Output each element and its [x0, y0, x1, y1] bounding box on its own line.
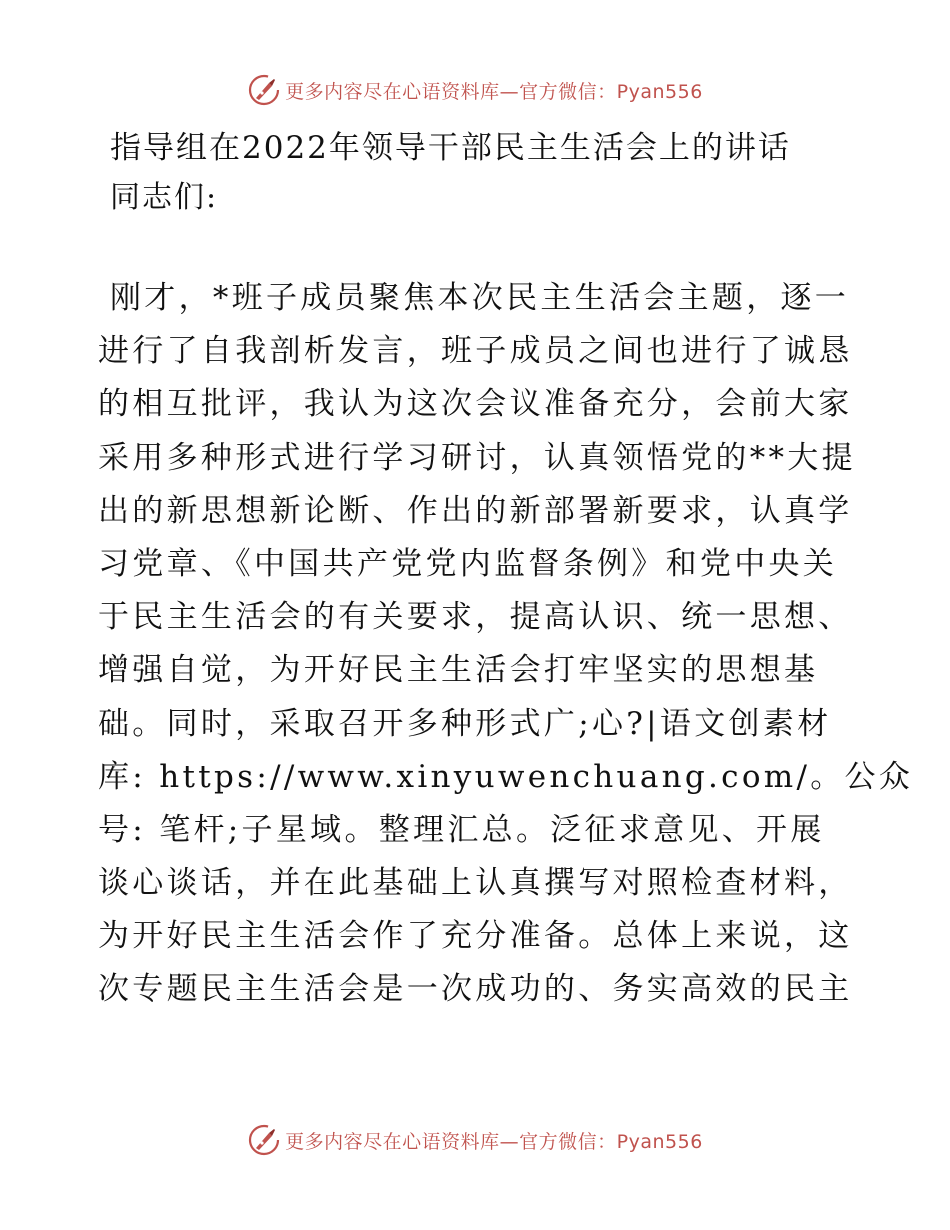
body-line: 的相互批评，我认为这次会议准备充分，会前大家: [98, 386, 853, 423]
body-line: 出的新思想新论断、作出的新部署新要求，认真学: [98, 492, 853, 529]
body-paragraph: [98, 272, 914, 1017]
body-line: 习党章、《中国共产党党内监督条例》和党中央关: [98, 545, 838, 582]
body-line: 进行了自我剖析发言，班子成员之间也进行了诚恳: [98, 333, 853, 370]
body-line: 库: https://www.xinyuwenchuang.com/。公众: [98, 758, 914, 795]
header-banner-text: 更多内容尽在心语资料库—官方微信：Pyan556: [285, 80, 703, 103]
quill-pen-logo-icon: [247, 73, 281, 107]
footer-banner: [0, 1120, 950, 1160]
document-title: 指导组在2022年领导干部民主生活会上的讲话: [110, 130, 791, 166]
body-line: 为开好民主生活会作了充分准备。总体上来说，这: [98, 918, 853, 955]
footer-banner-text: 更多内容尽在心语资料库—官方微信：Pyan556: [285, 1130, 703, 1153]
quill-pen-logo-icon: [247, 1123, 281, 1157]
body-line: 次专题民主生活会是一次成功的、务实高效的民主: [98, 971, 853, 1008]
salutation: 同志们:: [110, 180, 219, 215]
body-line: 谈心谈话，并在此基础上认真撰写对照检查材料，: [98, 865, 853, 902]
header-banner: [0, 70, 950, 110]
body-line: 刚才，*班子成员聚焦本次民主生活会主题，逐一: [110, 280, 850, 316]
body-line: 增强自觉，为开好民主生活会打牢坚实的思想基: [98, 652, 819, 689]
body-line: 号: 笔杆;子星域。整理汇总。泛征求意见、开展: [98, 811, 825, 848]
body-line: 础。同时，采取召开多种形式广;心?|语文创素材: [98, 705, 832, 742]
body-line: 于民主生活会的有关要求，提高认识、统一思想、: [98, 599, 853, 636]
body-line: 采用多种形式进行学习研讨，认真领悟党的**大提: [98, 439, 856, 476]
